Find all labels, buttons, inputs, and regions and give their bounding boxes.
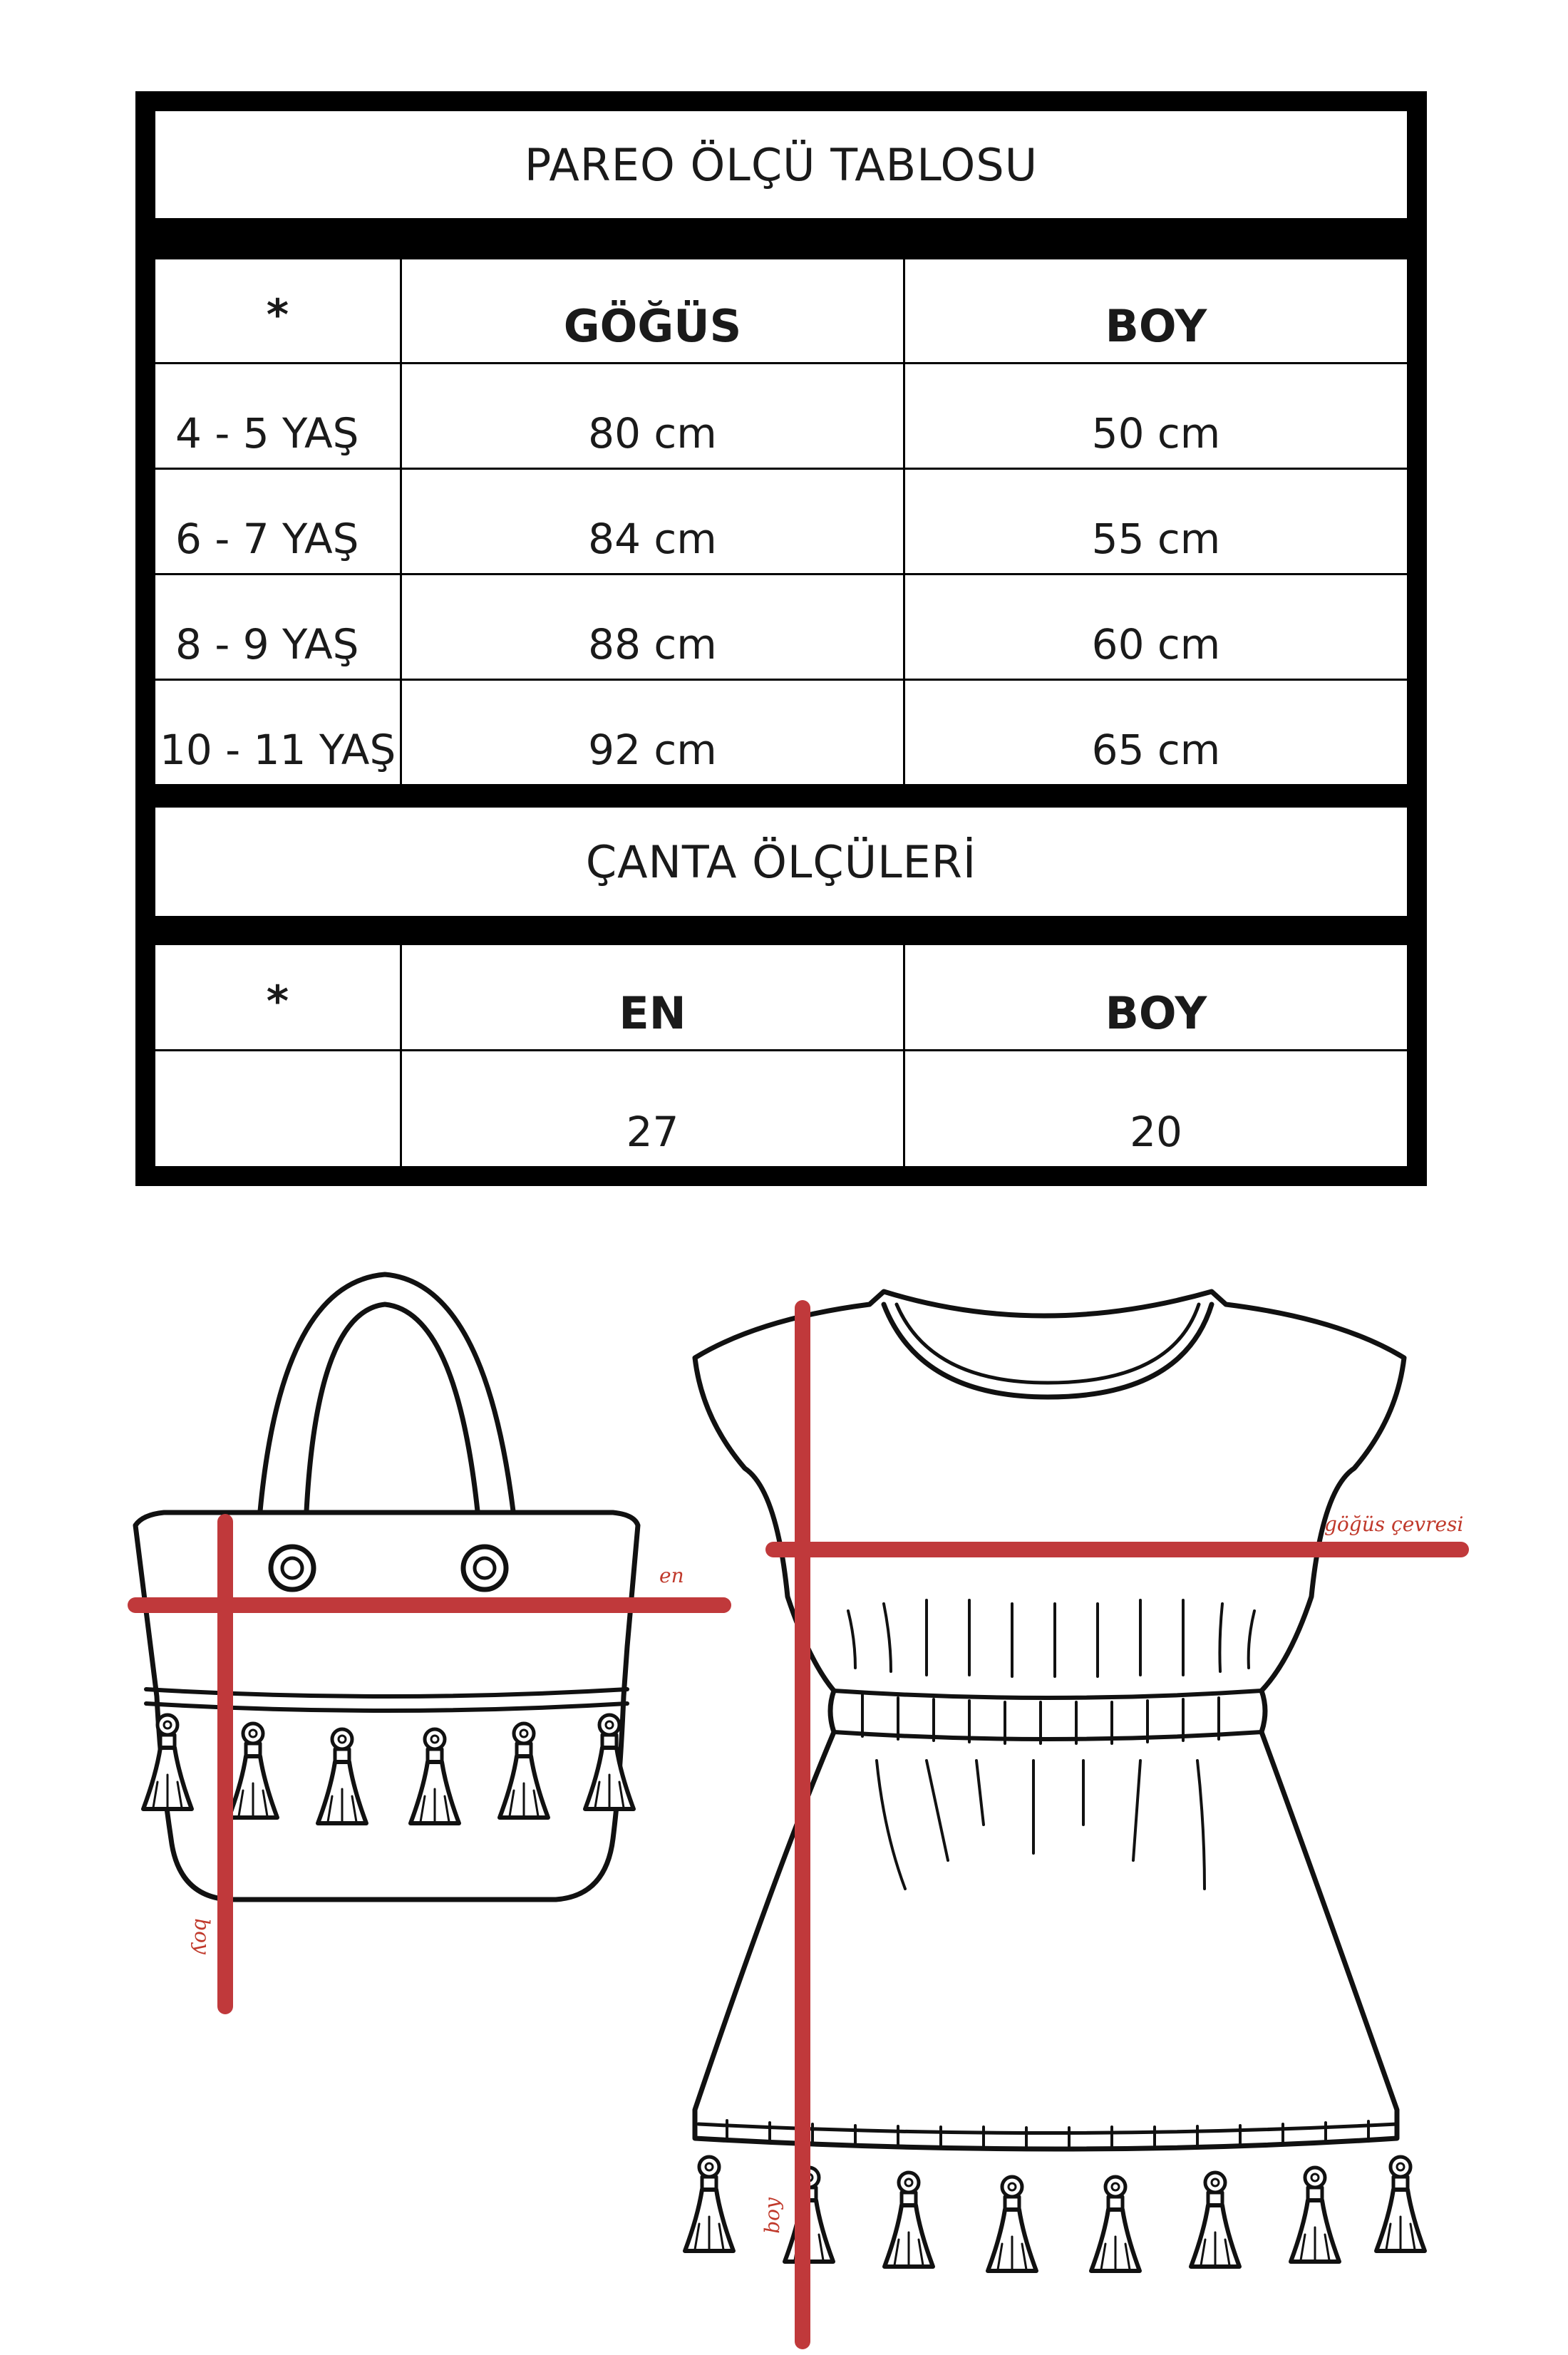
bag-empty-cell	[155, 1051, 400, 1166]
header-cell: *	[155, 259, 400, 362]
age-cell: 10 - 11 YAŞ	[155, 681, 400, 784]
chest-cell: 92 cm	[402, 681, 903, 784]
header-cell: BOY	[905, 945, 1407, 1049]
chest-cell: 84 cm	[402, 470, 903, 573]
illustration-drawing	[0, 1212, 1568, 2352]
measurement-illustration	[0, 1212, 1568, 2352]
pareo-table-title-band	[155, 111, 1407, 218]
age-cell: 4 - 5 YAŞ	[155, 364, 400, 468]
dress-chest-label: göğüs çevresi	[1324, 1513, 1464, 1536]
length-cell: 60 cm	[905, 575, 1407, 679]
bag-height-label: boy	[190, 1918, 214, 1954]
length-cell: 55 cm	[905, 470, 1407, 573]
age-cell: 8 - 9 YAŞ	[155, 575, 400, 679]
chest-cell: 88 cm	[402, 575, 903, 679]
bag-size-grid	[155, 945, 1407, 1166]
bag-height-cell: 20	[905, 1051, 1407, 1166]
bag-table-title-band	[155, 808, 1407, 916]
header-cell: GÖĞÜS	[402, 259, 903, 362]
bag-width-cell: 27	[402, 1051, 903, 1166]
bag-width-label: en	[659, 1564, 684, 1587]
length-cell: 65 cm	[905, 681, 1407, 784]
pareo-size-grid	[155, 259, 1407, 783]
age-cell: 6 - 7 YAŞ	[155, 470, 400, 573]
bag-table-title: ÇANTA ÖLÇÜLERİ	[585, 835, 977, 888]
pareo-table-title: PAREO ÖLÇÜ TABLOSU	[524, 138, 1038, 191]
bag-drawing	[135, 1274, 638, 1900]
dress-length-label: boy	[760, 2197, 784, 2234]
size-chart	[135, 91, 1427, 1186]
header-cell: *	[155, 945, 400, 1049]
length-cell: 50 cm	[905, 364, 1407, 468]
header-cell: BOY	[905, 259, 1407, 362]
header-cell: EN	[402, 945, 903, 1049]
chest-cell: 80 cm	[402, 364, 903, 468]
